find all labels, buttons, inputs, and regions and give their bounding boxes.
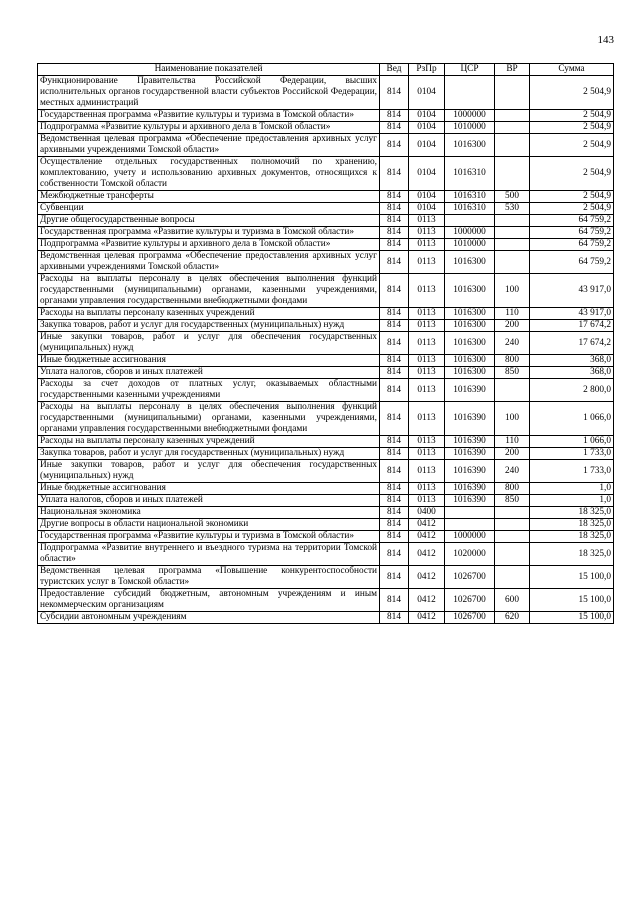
cell-csr: 1016310	[445, 157, 495, 191]
cell-sum: 18 325,0	[530, 531, 614, 543]
cell-vr: 500	[495, 191, 530, 203]
cell-rzpr: 0412	[409, 543, 445, 566]
table-row	[38, 402, 614, 436]
cell-name: Национальная экономика	[38, 507, 380, 519]
table-row	[38, 157, 614, 191]
table-row	[38, 543, 614, 566]
cell-ved: 814	[380, 191, 409, 203]
cell-ved: 814	[380, 239, 409, 251]
cell-vr	[495, 519, 530, 531]
cell-rzpr: 0104	[409, 122, 445, 134]
cell-name: Закупка товаров, работ и услуг для государственных (муниципальных) нужд	[38, 320, 380, 332]
cell-rzpr: 0113	[409, 227, 445, 239]
table-row	[38, 134, 614, 157]
table-row	[38, 274, 614, 308]
cell-ved: 814	[380, 448, 409, 460]
cell-sum: 1 733,0	[530, 460, 614, 483]
cell-ved: 814	[380, 332, 409, 355]
cell-name: Уплата налогов, сборов и иных платежей	[38, 367, 380, 379]
cell-vr: 200	[495, 448, 530, 460]
cell-name: Субсидии автономным учреждениям	[38, 612, 380, 624]
table-row	[38, 76, 614, 110]
cell-name: Государственная программа «Развитие культуры и туризма в Томской области»	[38, 227, 380, 239]
cell-sum: 1 733,0	[530, 448, 614, 460]
cell-vr: 240	[495, 460, 530, 483]
cell-ved: 814	[380, 507, 409, 519]
cell-vr: 530	[495, 203, 530, 215]
cell-ved: 814	[380, 308, 409, 320]
cell-rzpr: 0104	[409, 203, 445, 215]
cell-sum: 368,0	[530, 355, 614, 367]
header-sum: Сумма	[530, 64, 614, 76]
cell-ved: 814	[380, 402, 409, 436]
table-row	[38, 215, 614, 227]
cell-rzpr: 0113	[409, 239, 445, 251]
cell-ved: 814	[380, 227, 409, 239]
cell-csr: 1016300	[445, 134, 495, 157]
cell-csr: 1016310	[445, 203, 495, 215]
cell-vr: 600	[495, 589, 530, 612]
table-row	[38, 460, 614, 483]
cell-rzpr: 0412	[409, 519, 445, 531]
cell-vr	[495, 507, 530, 519]
cell-name: Расходы на выплаты персоналу казенных учреждений	[38, 436, 380, 448]
cell-ved: 814	[380, 543, 409, 566]
cell-vr	[495, 157, 530, 191]
cell-csr: 1016300	[445, 332, 495, 355]
cell-name: Субвенции	[38, 203, 380, 215]
cell-sum: 2 504,9	[530, 76, 614, 110]
cell-csr: 1016300	[445, 355, 495, 367]
cell-sum: 1,0	[530, 495, 614, 507]
cell-sum: 368,0	[530, 367, 614, 379]
cell-ved: 814	[380, 495, 409, 507]
cell-name: Подпрограмма «Развитие культуры и архивного дела в Томской области»	[38, 239, 380, 251]
table-row	[38, 122, 614, 134]
table-row	[38, 379, 614, 402]
cell-csr: 1016390	[445, 379, 495, 402]
table-row	[38, 251, 614, 274]
cell-rzpr: 0113	[409, 495, 445, 507]
cell-ved: 814	[380, 134, 409, 157]
cell-name: Иные закупки товаров, работ и услуг для обеспечения государственных (муниципальных) нужд	[38, 460, 380, 483]
cell-csr: 1016390	[445, 402, 495, 436]
cell-sum: 2 800,0	[530, 379, 614, 402]
cell-csr: 1016390	[445, 448, 495, 460]
table-row	[38, 448, 614, 460]
cell-rzpr: 0113	[409, 367, 445, 379]
cell-sum: 2 504,9	[530, 157, 614, 191]
header-vr: ВР	[495, 64, 530, 76]
cell-sum: 15 100,0	[530, 589, 614, 612]
cell-name: Предоставление субсидий бюджетным, автономным учреждениям и иным некоммерческим организациям	[38, 589, 380, 612]
table-row	[38, 110, 614, 122]
cell-ved: 814	[380, 589, 409, 612]
table-row	[38, 531, 614, 543]
cell-ved: 814	[380, 157, 409, 191]
header-ved: Вед	[380, 64, 409, 76]
cell-ved: 814	[380, 215, 409, 227]
cell-rzpr: 0412	[409, 566, 445, 589]
cell-rzpr: 0104	[409, 76, 445, 110]
cell-vr: 110	[495, 308, 530, 320]
cell-rzpr: 0113	[409, 379, 445, 402]
cell-vr: 100	[495, 274, 530, 308]
header-name: Наименование показателей	[38, 64, 380, 76]
cell-vr	[495, 531, 530, 543]
cell-ved: 814	[380, 460, 409, 483]
table-row	[38, 589, 614, 612]
cell-sum: 43 917,0	[530, 308, 614, 320]
cell-sum: 2 504,9	[530, 122, 614, 134]
cell-name: Расходы за счет доходов от платных услуг, оказываемых областными государственными казенными учреждениями	[38, 379, 380, 402]
table-row	[38, 507, 614, 519]
cell-sum: 2 504,9	[530, 110, 614, 122]
cell-csr: 1000000	[445, 531, 495, 543]
table-body	[38, 76, 614, 624]
cell-name: Межбюджетные трансферты	[38, 191, 380, 203]
cell-csr: 1000000	[445, 110, 495, 122]
cell-csr: 1016300	[445, 274, 495, 308]
cell-vr: 800	[495, 355, 530, 367]
cell-sum: 1,0	[530, 483, 614, 495]
cell-ved: 814	[380, 110, 409, 122]
cell-sum: 2 504,9	[530, 134, 614, 157]
cell-rzpr: 0113	[409, 460, 445, 483]
cell-vr	[495, 379, 530, 402]
cell-ved: 814	[380, 436, 409, 448]
cell-name: Государственная программа «Развитие культуры и туризма в Томской области»	[38, 531, 380, 543]
cell-ved: 814	[380, 612, 409, 624]
cell-csr	[445, 519, 495, 531]
cell-sum: 18 325,0	[530, 543, 614, 566]
cell-sum: 1 066,0	[530, 402, 614, 436]
cell-csr: 1016300	[445, 251, 495, 274]
table-row	[38, 308, 614, 320]
cell-vr	[495, 566, 530, 589]
cell-ved: 814	[380, 566, 409, 589]
cell-rzpr: 0104	[409, 191, 445, 203]
cell-vr	[495, 215, 530, 227]
cell-vr: 110	[495, 436, 530, 448]
cell-name: Расходы на выплаты персоналу казенных учреждений	[38, 308, 380, 320]
cell-csr: 1020000	[445, 543, 495, 566]
cell-csr: 1016300	[445, 308, 495, 320]
cell-name: Другие общегосударственные вопросы	[38, 215, 380, 227]
cell-sum: 64 759,2	[530, 251, 614, 274]
cell-csr: 1016310	[445, 191, 495, 203]
cell-rzpr: 0113	[409, 355, 445, 367]
cell-name: Ведомственная целевая программа «Обеспечение предоставления архивных услуг архивными учреждениями Томской области»	[38, 251, 380, 274]
cell-csr	[445, 76, 495, 110]
table-row	[38, 239, 614, 251]
cell-rzpr: 0412	[409, 589, 445, 612]
cell-sum: 18 325,0	[530, 507, 614, 519]
cell-ved: 814	[380, 355, 409, 367]
cell-sum: 64 759,2	[530, 227, 614, 239]
cell-sum: 15 100,0	[530, 566, 614, 589]
cell-csr: 1010000	[445, 122, 495, 134]
cell-name: Иные закупки товаров, работ и услуг для обеспечения государственных (муниципальных) нужд	[38, 332, 380, 355]
header-csr: ЦСР	[445, 64, 495, 76]
cell-rzpr: 0113	[409, 436, 445, 448]
cell-rzpr: 0104	[409, 157, 445, 191]
cell-csr: 1016300	[445, 320, 495, 332]
cell-ved: 814	[380, 251, 409, 274]
cell-vr	[495, 251, 530, 274]
cell-rzpr: 0113	[409, 215, 445, 227]
cell-sum: 1 066,0	[530, 436, 614, 448]
cell-sum: 15 100,0	[530, 612, 614, 624]
cell-name: Расходы на выплаты персоналу в целях обеспечения выполнения функций государственными (муниципальными) органами, казенными учреждениями, органами управления государственными внебюджетными фондами	[38, 274, 380, 308]
cell-sum: 2 504,9	[530, 203, 614, 215]
cell-sum: 64 759,2	[530, 215, 614, 227]
cell-name: Осуществление отдельных государственных полномочий по хранению, комплектованию, учету и использованию архивных документов, относящихся к собственности Томской области	[38, 157, 380, 191]
cell-csr: 1016300	[445, 367, 495, 379]
cell-sum: 2 504,9	[530, 191, 614, 203]
cell-ved: 814	[380, 203, 409, 215]
table-row	[38, 436, 614, 448]
cell-rzpr: 0113	[409, 320, 445, 332]
cell-rzpr: 0104	[409, 110, 445, 122]
cell-ved: 814	[380, 76, 409, 110]
cell-ved: 814	[380, 519, 409, 531]
header-rzpr: РзПр	[409, 64, 445, 76]
cell-ved: 814	[380, 367, 409, 379]
cell-rzpr: 0113	[409, 448, 445, 460]
cell-rzpr: 0400	[409, 507, 445, 519]
cell-csr: 1000000	[445, 227, 495, 239]
page-number: 143	[597, 34, 614, 46]
cell-name: Государственная программа «Развитие культуры и туризма в Томской области»	[38, 110, 380, 122]
cell-vr: 100	[495, 402, 530, 436]
cell-ved: 814	[380, 531, 409, 543]
cell-rzpr: 0104	[409, 134, 445, 157]
cell-name: Ведомственная целевая программа «Обеспечение предоставления архивных услуг архивными учреждениями Томской области»	[38, 134, 380, 157]
cell-vr: 200	[495, 320, 530, 332]
cell-vr: 800	[495, 483, 530, 495]
cell-rzpr: 0113	[409, 332, 445, 355]
cell-sum: 18 325,0	[530, 519, 614, 531]
cell-rzpr: 0412	[409, 612, 445, 624]
table-row	[38, 612, 614, 624]
cell-csr: 1026700	[445, 612, 495, 624]
table-row	[38, 191, 614, 203]
cell-vr	[495, 239, 530, 251]
cell-csr: 1026700	[445, 566, 495, 589]
cell-vr: 240	[495, 332, 530, 355]
cell-name: Закупка товаров, работ и услуг для государственных (муниципальных) нужд	[38, 448, 380, 460]
cell-csr	[445, 507, 495, 519]
cell-csr: 1016390	[445, 495, 495, 507]
cell-name: Иные бюджетные ассигнования	[38, 355, 380, 367]
cell-vr: 850	[495, 495, 530, 507]
table-row	[38, 320, 614, 332]
budget-table	[37, 63, 614, 624]
cell-rzpr: 0113	[409, 308, 445, 320]
cell-ved: 814	[380, 122, 409, 134]
cell-vr	[495, 543, 530, 566]
cell-ved: 814	[380, 320, 409, 332]
table-row	[38, 203, 614, 215]
cell-csr: 1016390	[445, 483, 495, 495]
cell-rzpr: 0113	[409, 483, 445, 495]
cell-vr	[495, 227, 530, 239]
cell-vr	[495, 110, 530, 122]
cell-sum: 64 759,2	[530, 239, 614, 251]
cell-rzpr: 0113	[409, 402, 445, 436]
table-header-row	[38, 64, 614, 76]
cell-vr: 620	[495, 612, 530, 624]
cell-name: Подпрограмма «Развитие внутреннего и въездного туризма на территории Томской области»	[38, 543, 380, 566]
cell-csr: 1016390	[445, 460, 495, 483]
table-row	[38, 519, 614, 531]
table-row	[38, 227, 614, 239]
table-row	[38, 355, 614, 367]
cell-csr	[445, 215, 495, 227]
table-row	[38, 495, 614, 507]
cell-csr: 1026700	[445, 589, 495, 612]
cell-vr	[495, 76, 530, 110]
cell-sum: 17 674,2	[530, 320, 614, 332]
table-row	[38, 332, 614, 355]
table-row	[38, 566, 614, 589]
cell-name: Функционирование Правительства Российской Федерации, высших исполнительных органов государственной власти субъектов Российской Федерации, местных администраций	[38, 76, 380, 110]
cell-ved: 814	[380, 274, 409, 308]
cell-vr: 850	[495, 367, 530, 379]
cell-vr	[495, 134, 530, 157]
table-row	[38, 367, 614, 379]
cell-rzpr: 0113	[409, 274, 445, 308]
cell-name: Уплата налогов, сборов и иных платежей	[38, 495, 380, 507]
cell-name: Иные бюджетные ассигнования	[38, 483, 380, 495]
cell-csr: 1010000	[445, 239, 495, 251]
cell-csr: 1016390	[445, 436, 495, 448]
cell-rzpr: 0412	[409, 531, 445, 543]
cell-sum: 17 674,2	[530, 332, 614, 355]
table-row	[38, 483, 614, 495]
cell-name: Другие вопросы в области национальной экономики	[38, 519, 380, 531]
cell-ved: 814	[380, 483, 409, 495]
cell-name: Расходы на выплаты персоналу в целях обеспечения выполнения функций государственными (муниципальными) органами, казенными учреждениями, органами управления государственными внебюджетными фондами	[38, 402, 380, 436]
cell-rzpr: 0113	[409, 251, 445, 274]
cell-sum: 43 917,0	[530, 274, 614, 308]
cell-vr	[495, 122, 530, 134]
cell-name: Ведомственная целевая программа «Повышение конкурентоспособности туристских услуг в Томской области»	[38, 566, 380, 589]
cell-ved: 814	[380, 379, 409, 402]
cell-name: Подпрограмма «Развитие культуры и архивного дела в Томской области»	[38, 122, 380, 134]
